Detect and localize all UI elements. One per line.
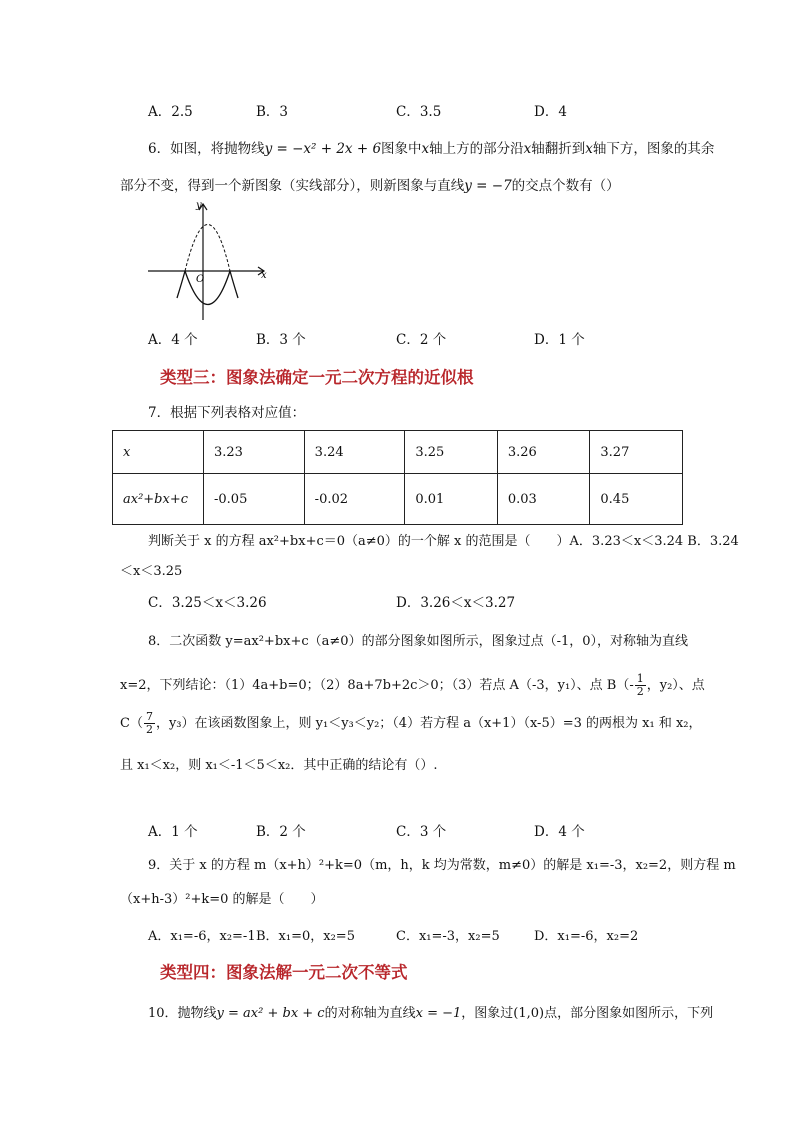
q8-option-a: A．1 个	[148, 824, 198, 840]
q6-var-x: x	[421, 141, 430, 157]
q7-option-c: C．3.25＜x＜3.26	[148, 595, 267, 611]
q8-text: x=2，下列结论：（1）4a+b=0；（2）8a+7b+2c＞0；（3）若点 A（-3，y₁）、点 B（-	[120, 678, 634, 693]
flipped-arc	[185, 271, 230, 305]
q5-option-c: C．3.5	[396, 104, 442, 120]
right-branch	[230, 271, 238, 298]
section-heading-3: 类型三：图象法确定一元二次方程的近似根	[160, 368, 474, 387]
q8-line1: 8．二次函数 y=ax²+bx+c（a≠0）的部分图象如图所示，图象过点（-1，0），对称轴为直线	[148, 634, 689, 649]
cell-text: ax²+bx+c	[123, 491, 189, 507]
q6-text: 轴上方的部分沿	[429, 141, 524, 157]
q7-line1: 判断关于 x 的方程 ax²+bx+c＝0（a≠0）的一个解 x 的范围是（ ）A．3.23＜x＜3.24 B．3.24	[148, 534, 739, 549]
q10-text: 的对称轴为直线	[324, 1006, 416, 1021]
dashed-parabola-arc	[185, 225, 230, 272]
q5-option-d: D．4	[534, 104, 567, 120]
fraction-denominator: 2	[636, 685, 644, 698]
section-heading-4: 类型四：图象法解一元二次不等式	[160, 963, 408, 982]
table-cell: 0.03	[497, 474, 590, 525]
q10-formula-axis: x = −1	[415, 1006, 462, 1021]
q8-option-c: C．3 个	[396, 824, 447, 840]
q10-formula-parabola: y = ax² + bx + c	[216, 1006, 325, 1021]
q8-line4: 且 x₁＜x₂，则 x₁＜-1＜5＜x₂．其中正确的结论有（）.	[120, 758, 438, 773]
q6-line2	[120, 176, 620, 196]
q6-text: 轴下方，图象的其余	[592, 141, 715, 157]
q9-line1: 9．关于 x 的方程 m（x+h）²+k=0（m，h，k 均为常数，m≠0）的解是 x₁=-3，x₂=2，则方程 m	[148, 858, 736, 873]
q8-option-b: B．2 个	[256, 824, 306, 840]
fraction-numerator: 7	[145, 710, 153, 723]
table-cell	[113, 431, 204, 474]
table-cell: -0.05	[204, 474, 305, 525]
table-row	[113, 474, 683, 525]
q10-text: 点，部分图象如图所示，下列	[544, 1006, 714, 1021]
table-cell: 0.45	[590, 474, 683, 525]
q6-graph	[140, 198, 280, 326]
q9-line2: （x+h-3）²+k=0 的解是（ ）	[120, 892, 324, 907]
fraction-denominator: 2	[145, 723, 153, 736]
table-cell	[113, 474, 204, 525]
origin-label: O	[196, 274, 205, 285]
q5-option-b: B．3	[256, 104, 289, 120]
q5-option-a: A．2.5	[148, 104, 193, 120]
q9-option-a: A．x₁=-6，x₂=-1	[148, 929, 256, 944]
table-cell: 3.26	[497, 431, 590, 474]
q10-point: (1,0)	[513, 1006, 545, 1021]
q6-formula-parabola: y = −x² + 2x + 6	[264, 141, 382, 157]
q6-option-b: B．3 个	[256, 332, 306, 348]
q6-text: 部分不变，得到一个新图象（实线部分），则新图象与直线	[120, 178, 465, 194]
q9-option-b: B．x₁=0，x₂=5	[256, 929, 355, 944]
q8-fraction-seven-halves	[144, 711, 155, 736]
y-axis-label: y	[196, 200, 202, 211]
q6-text: 轴翻折到	[531, 141, 586, 157]
q9-option-c: C．x₁=-3，x₂=5	[396, 929, 500, 944]
q6-option-a: A．4 个	[148, 332, 198, 348]
left-branch	[177, 271, 185, 298]
q7-option-d: D．3.26＜x＜3.27	[396, 595, 516, 611]
table-cell: 3.27	[590, 431, 683, 474]
table-row	[113, 431, 683, 474]
q7-intro: 7．根据下列表格对应值：	[148, 405, 306, 421]
q9-option-d: D．x₁=-6，x₂=2	[534, 929, 639, 944]
fraction-numerator: 1	[636, 672, 644, 685]
q6-text: 的交点个数有（）	[511, 178, 620, 194]
q6-var-x: x	[523, 141, 532, 157]
cell-text: x	[123, 444, 131, 460]
q10-text: ，图象过	[461, 1006, 514, 1021]
q10-text: 10．抛物线	[148, 1006, 217, 1021]
q6-line1	[148, 139, 714, 159]
table-cell: 3.24	[304, 431, 405, 474]
q7-line2: ＜x＜3.25	[120, 564, 183, 579]
q6-option-d: D．1 个	[534, 332, 585, 348]
q10-line1	[148, 1004, 713, 1024]
q8-line2	[120, 672, 705, 700]
q6-text: 图象中	[381, 141, 422, 157]
x-axis-label: x	[261, 270, 267, 281]
q8-line3	[120, 710, 702, 738]
q8-fraction-half	[635, 673, 646, 698]
q8-text: ，y₂）、点	[646, 678, 705, 693]
q6-var-x: x	[585, 141, 593, 157]
q6-text: 6．如图，将抛物线	[148, 141, 265, 157]
table-cell: 3.23	[204, 431, 305, 474]
q8-text: C（	[120, 716, 143, 731]
table-cell: -0.02	[304, 474, 405, 525]
table-cell: 0.01	[405, 474, 498, 525]
table-cell: 3.25	[405, 431, 498, 474]
q8-text: ，y₃）在该函数图象上，则 y₁＜y₃＜y₂；（4）若方程 a（x+1）（x-5）=3 的两根为 x₁ 和 x₂，	[155, 716, 702, 731]
q7-value-table	[112, 430, 683, 525]
q8-option-d: D．4 个	[534, 824, 585, 840]
q6-formula-line: y = −7	[464, 178, 512, 194]
q6-option-c: C．2 个	[396, 332, 447, 348]
